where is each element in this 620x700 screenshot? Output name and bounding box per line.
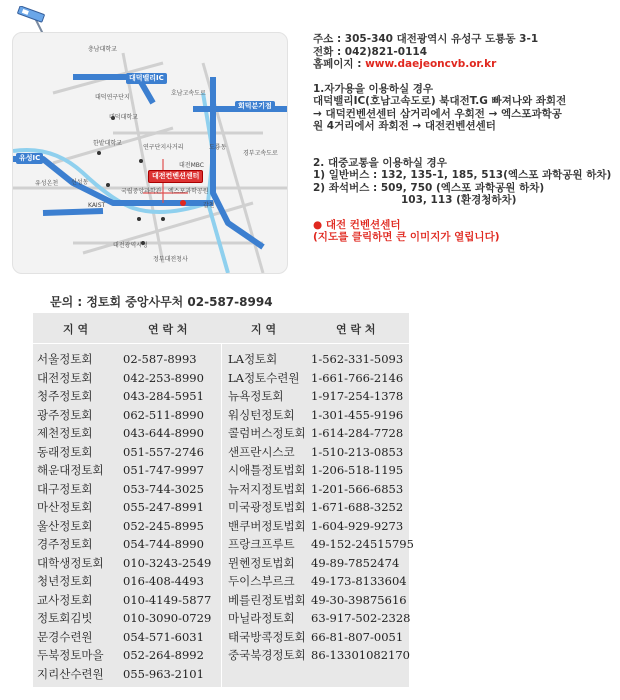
region-cell: 콜럼버스정토회 (228, 426, 306, 440)
region-cell: 뉴저지정토법회 (228, 481, 306, 496)
map-label-sinseong: 신성동 (71, 179, 89, 186)
region-cell: 경주정토회 (37, 537, 93, 551)
phone-cell: 043-284-5951 (123, 389, 204, 403)
region-cell: 청주정토회 (37, 389, 93, 403)
map-label-hoedeok-junction: 회덕분기점 (235, 101, 275, 112)
phone-cell: 49-30-39875616 (311, 592, 407, 607)
location-map[interactable] (6, 6, 296, 276)
car-directions-title: 1.자가용을 이용하실 경우 (313, 82, 434, 95)
center-name: ● 대전 컨벤션센터 (313, 218, 401, 231)
region-cell: 뮌헨정토법회 (228, 555, 295, 570)
map-label-science: 국립중앙과학관 (121, 188, 162, 195)
right-phone-column (311, 350, 414, 665)
right-region-column (228, 350, 306, 665)
region-cell: 밴쿠버정토법회 (228, 518, 306, 533)
contact-title: 문의 : 정토회 중앙사무처 02-587-8994 (50, 295, 273, 309)
map-label-doryong: 도룡동 (209, 144, 227, 151)
bus-directions-line1: 1) 일반버스 : 132, 135-1, 185, 513(엑스포 과학공원 하차) (313, 169, 612, 181)
region-cell: 문경수련원 (37, 629, 93, 644)
phone-cell: 66-81-807-0051 (311, 629, 404, 644)
phone-cell: 043-644-8990 (123, 426, 204, 440)
map-label-kyungbuk: 연구단지사거리 (143, 144, 184, 151)
phone-cell: 1-917-254-1378 (311, 389, 404, 403)
phone-cell: 63-917-502-2328 (311, 611, 411, 625)
phone-cell: 051-747-9997 (123, 463, 204, 477)
left-region-column (37, 350, 104, 683)
phone: 전화 : 042)821-0114 (313, 45, 428, 58)
region-cell: 동래정토회 (37, 444, 93, 459)
phone-cell: 010-3243-2549 (123, 555, 212, 570)
region-cell: 베를린정토법회 (228, 592, 306, 607)
region-cell: 마산정토회 (37, 500, 93, 514)
region-cell: 대학생정토회 (37, 555, 104, 570)
info-panel (313, 33, 618, 244)
bus-directions-title: 2. 대중교통을 이용하실 경우 (313, 156, 447, 169)
phone-cell: 055-963-2101 (123, 666, 204, 681)
region-cell: 미국광정토법회 (228, 500, 306, 514)
phone-cell: 1-301-455-9196 (311, 407, 404, 422)
phone-cell: 051-557-2746 (123, 444, 204, 459)
region-cell: 지리산수련원 (37, 666, 104, 681)
center-note: (지도를 클릭하면 큰 이미지가 열립니다) (313, 231, 500, 243)
center-divider (221, 343, 222, 687)
phone-cell: 1-201-566-6853 (311, 481, 404, 496)
phone-cell: 86-13301082170 (311, 648, 411, 662)
map-label-daedeok-tech: 대덕연구단지 (95, 94, 130, 101)
header-region-right: 지 역 (251, 323, 277, 336)
region-cell: 마닐라정토회 (228, 611, 295, 625)
phone-cell: 042-253-8990 (123, 370, 204, 385)
car-directions-line3: 원 4거리에서 좌회전 → 대전컨벤션센터 (313, 120, 496, 132)
region-cell: 정토회김빗 (37, 611, 93, 625)
map-label-gov-complex: 정부대전청사 (153, 256, 188, 263)
phone-cell: 062-511-8990 (123, 407, 204, 422)
map-label-expo: 엑스포과학공원 (168, 188, 209, 195)
header-region-left: 지 역 (63, 323, 89, 336)
map-label-daedeok-valley-ic: 대덕밸리IC (126, 73, 167, 84)
car-directions-line1: 대덕밸리IC(호남고속도로) 북대전T.G 빠져나와 좌회전 (313, 95, 567, 107)
region-cell: 중국북경정토회 (228, 648, 306, 662)
bus-directions-line3: 103, 113 (환경청하차) (401, 194, 517, 206)
region-cell: 서울정토회 (37, 352, 93, 366)
phone-cell: 010-3090-0729 (123, 611, 212, 625)
map-label-kaist: KAIST (88, 202, 106, 209)
map-label-convention-center[interactable]: 대전컨벤션센터 (148, 170, 203, 183)
region-cell: 광주정토회 (37, 407, 93, 422)
map-label-gapcheon: 갑천 (203, 202, 215, 209)
table-header (33, 313, 409, 343)
phone-cell: 1-661-766-2146 (311, 370, 404, 385)
region-cell: 워싱턴정토회 (228, 407, 295, 422)
bus-directions-line2: 2) 좌석버스 : 509, 750 (엑스포 과학공원 하차) (313, 181, 545, 194)
phone-cell: 016-408-4493 (123, 574, 204, 588)
map-label-city-hall: 대전광역시청 (113, 242, 148, 249)
map-label-yuseong-ic: 유성IC (16, 153, 43, 164)
phone-cell: 1-614-284-7728 (311, 426, 404, 440)
phone-cell: 054-744-8990 (123, 537, 204, 551)
region-cell: 샌프란시스코 (228, 444, 295, 459)
region-cell: 울산정토회 (37, 518, 93, 533)
header-contact-right: 연 락 처 (336, 323, 376, 336)
map-label-chungnam-univ: 충남대학교 (88, 46, 117, 53)
contact-table (33, 313, 414, 687)
phone-cell: 02-587-8993 (123, 352, 197, 366)
phone-cell: 055-247-8991 (123, 500, 204, 514)
homepage (313, 58, 618, 71)
map-label-univ: 한밭대학교 (93, 140, 122, 147)
region-cell: 해운대정토회 (37, 463, 104, 477)
phone-cell: 1-206-518-1195 (311, 463, 404, 477)
left-phone-column (123, 350, 211, 683)
phone-cell: 49-152-24515795 (311, 537, 414, 551)
phone-cell: 010-4149-5877 (123, 592, 212, 607)
region-cell: 대구정토회 (37, 481, 93, 496)
phone-cell: 1-562-331-5093 (311, 352, 404, 366)
region-cell: 태국방콕정토회 (228, 629, 306, 644)
header-contact-left: 연 락 처 (148, 323, 188, 336)
phone-cell: 054-571-6031 (123, 629, 204, 644)
region-cell: 교사정토회 (37, 592, 93, 607)
phone-cell: 053-744-3025 (123, 481, 204, 496)
map-label-gyeongbu-expressway: 경부고속도로 (243, 150, 278, 157)
phone-cell: 052-245-8995 (123, 518, 204, 533)
region-cell: 두북정토마을 (37, 648, 104, 662)
homepage-label: 홈페이지 : (313, 58, 366, 70)
phone-cell: 49-89-7852474 (311, 555, 400, 570)
phone-cell: 1-671-688-3252 (311, 500, 404, 514)
phone-cell: 1-604-929-9273 (311, 518, 404, 533)
map-label-ict: 대덕대학교 (109, 114, 138, 121)
address: 주소 : 305-340 대전광역시 유성구 도룡동 3-1 (313, 33, 539, 45)
map-label-honam-expressway: 호남고속도로 (171, 90, 206, 97)
map-label-daejeon-mbc: 대전MBC (179, 162, 204, 169)
phone-cell: 49-173-8133604 (311, 574, 407, 588)
region-cell: LA정토회 (228, 352, 278, 366)
region-cell: 대전정토회 (37, 370, 93, 385)
region-cell: 시애틀정토법회 (228, 463, 306, 477)
map-label-ansong: 유성온천 (35, 180, 59, 187)
region-cell: 뉴욕정토회 (228, 389, 284, 403)
phone-cell: 052-264-8992 (123, 648, 204, 662)
region-cell: 청년정토회 (37, 574, 93, 588)
region-cell: 제천정토회 (37, 426, 93, 440)
map-canvas[interactable] (12, 32, 288, 274)
car-directions-line2: → 대덕컨벤션센터 삼거리에서 우회전 → 엑스포과학공 (313, 107, 562, 120)
region-cell: 프랑크프루트 (228, 537, 295, 551)
region-cell: LA정토수련원 (228, 370, 300, 385)
phone-cell: 1-510-213-0853 (311, 444, 404, 459)
region-cell: 두이스부르크 (228, 574, 295, 588)
homepage-link[interactable]: www.daejeoncvb.or.kr (365, 58, 497, 70)
